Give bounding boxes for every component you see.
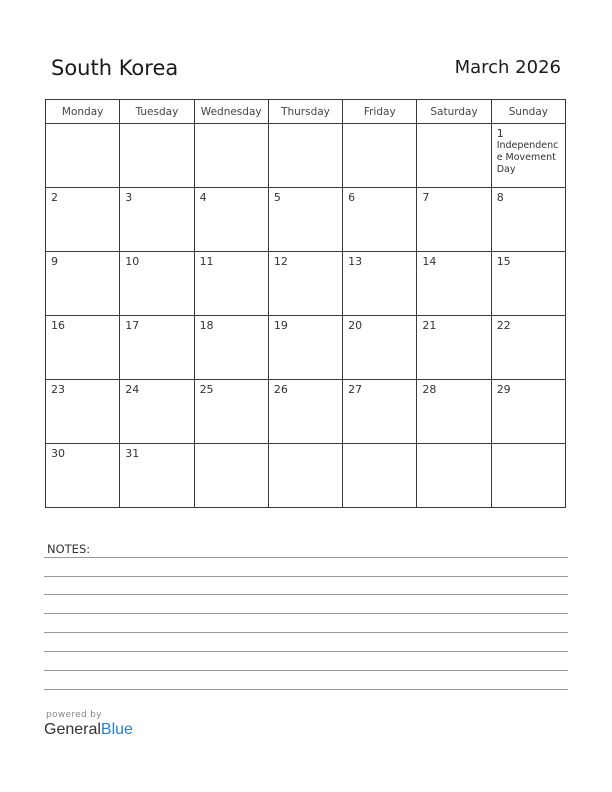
week-row [46,124,566,188]
day-number: 29 [496,383,511,396]
day-number: 5 [273,191,281,204]
day-number: 2 [51,191,58,204]
day-cell[interactable] [268,124,342,188]
day-cell[interactable] [268,444,342,508]
weekday-header: Wednesday [194,100,268,124]
brand-logo[interactable] [44,721,133,739]
note-line [44,689,568,690]
powered-by-text: powered by [46,710,102,720]
day-cell[interactable] [417,252,491,316]
day-number: 16 [51,319,65,332]
week-row [46,252,566,316]
day-cell[interactable] [417,188,491,252]
day-number: 9 [51,255,58,268]
day-cell[interactable] [417,124,491,188]
note-line [44,670,568,671]
day-number: 11 [199,255,214,268]
day-cell[interactable] [194,380,268,444]
day-cell[interactable] [120,124,194,188]
day-number: 30 [51,447,65,460]
day-number: 6 [348,191,356,204]
note-line [44,557,568,558]
weekday-header: Tuesday [120,100,194,124]
day-cell[interactable] [46,380,120,444]
day-number: 17 [125,319,140,332]
day-cell[interactable] [268,188,342,252]
day-cell[interactable] [120,252,194,316]
day-number: 31 [125,447,140,460]
weekday-header: Monday [46,100,120,124]
day-number: 12 [273,255,288,268]
day-cell[interactable] [120,316,194,380]
weekday-header: Saturday [417,100,491,124]
day-number: 14 [422,255,437,268]
day-cell[interactable] [194,316,268,380]
day-cell[interactable] [491,124,565,188]
brand-blue: Blue [100,721,133,738]
day-number: 3 [125,191,133,204]
day-number: 25 [199,383,214,396]
day-cell[interactable] [491,188,565,252]
day-cell[interactable] [194,188,268,252]
day-cell[interactable] [491,380,565,444]
day-cell[interactable] [417,444,491,508]
day-number: 19 [273,319,288,332]
notes-label: NOTES: [47,542,91,556]
week-row [46,380,566,444]
country-title: South Korea [51,56,179,80]
day-number: 13 [348,255,363,268]
day-number: 15 [496,255,511,268]
day-cell[interactable] [268,380,342,444]
day-number: 23 [51,383,65,396]
day-cell[interactable] [343,316,417,380]
day-number: 26 [273,383,288,396]
day-cell[interactable] [343,252,417,316]
day-number: 20 [348,319,363,332]
week-row [46,188,566,252]
weekday-header: Thursday [268,100,342,124]
week-row [46,444,566,508]
day-cell[interactable] [417,316,491,380]
day-cell[interactable] [46,252,120,316]
day-cell[interactable] [194,252,268,316]
day-cell[interactable] [194,124,268,188]
calendar-grid [45,99,566,508]
day-number: 8 [496,191,504,204]
day-number: 24 [125,383,140,396]
weekday-header-row [46,100,566,124]
day-cell[interactable] [343,444,417,508]
day-cell[interactable] [268,316,342,380]
weekday-header: Friday [343,100,417,124]
day-number: 21 [422,319,437,332]
note-line [44,594,568,595]
day-cell[interactable] [491,316,565,380]
day-number: 10 [125,255,140,268]
day-number: 4 [199,191,207,204]
day-cell[interactable] [417,380,491,444]
note-line [44,613,568,614]
day-number: 7 [422,191,430,204]
day-cell[interactable] [120,380,194,444]
note-line [44,632,568,633]
day-number: 22 [496,319,511,332]
day-cell[interactable] [46,444,120,508]
day-number: 28 [422,383,437,396]
brand-general: General [44,721,101,738]
day-number: 18 [199,319,214,332]
day-cell[interactable] [268,252,342,316]
day-cell[interactable] [120,188,194,252]
week-row [46,316,566,380]
day-number: 1 [496,127,504,140]
day-cell[interactable] [491,444,565,508]
note-line [44,576,568,577]
holiday-label: Independence Movement Day [496,140,559,175]
day-cell[interactable] [46,316,120,380]
note-line [44,651,568,652]
day-cell[interactable] [491,252,565,316]
day-cell[interactable] [194,444,268,508]
day-cell[interactable] [343,188,417,252]
day-cell[interactable] [46,124,120,188]
day-number: 27 [348,383,363,396]
month-year-title: March 2026 [454,57,561,78]
day-cell[interactable] [343,124,417,188]
day-cell[interactable] [120,444,194,508]
day-cell[interactable] [343,380,417,444]
weekday-header: Sunday [491,100,565,124]
day-cell[interactable] [46,188,120,252]
